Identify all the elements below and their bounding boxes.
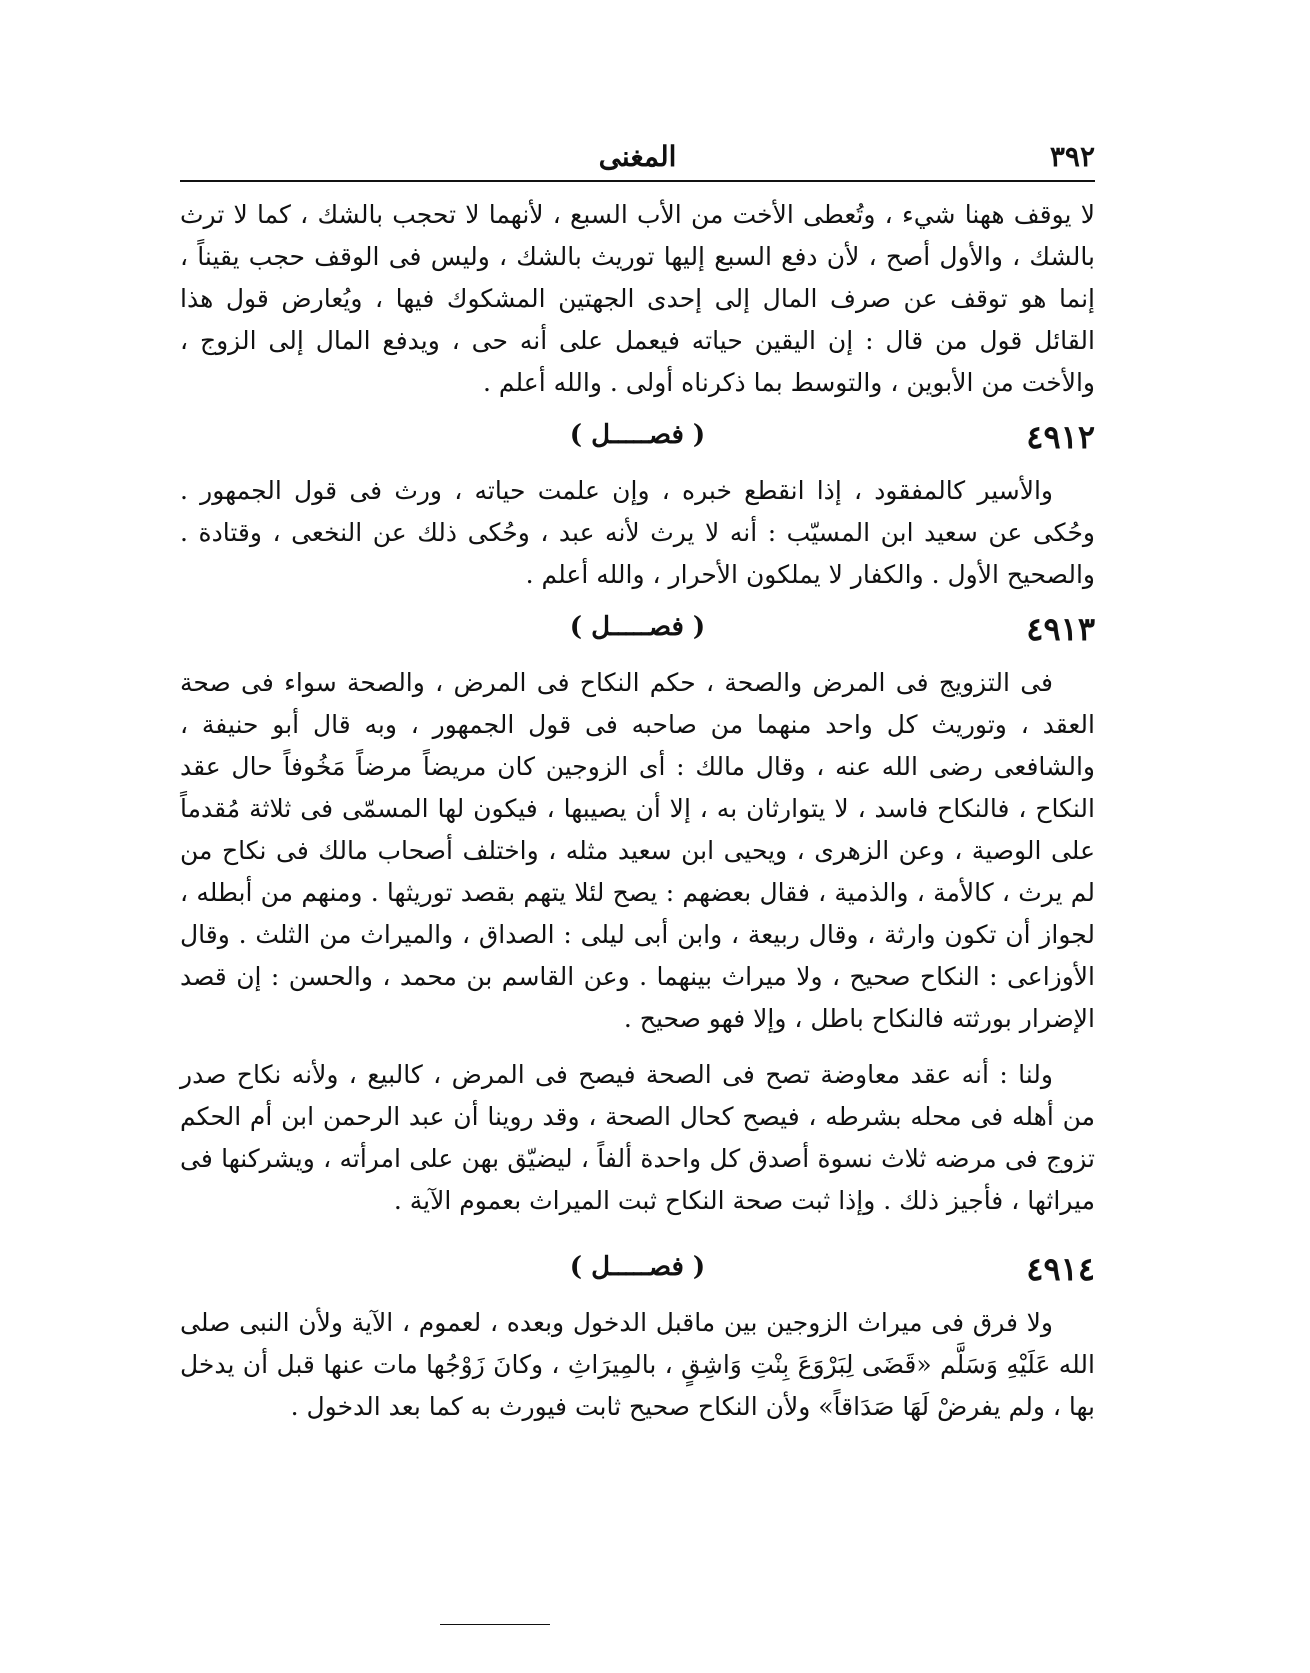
page-header xyxy=(180,130,1095,180)
section-heading xyxy=(180,410,1095,470)
section-number: ٤٩١٣ xyxy=(1026,610,1095,648)
section-title: ( فصـــــل ) xyxy=(569,612,706,642)
paragraph: والأسير كالمفقود ، إذا انقطع خبره ، وإن علمت حياته ، ورث فى قول الجمهور . وحُكى عن سعيد ابن المسيّب : أنه لا يرث لأنه عبد ، وحُكى ذلك عن النخعى ، وقتادة . والصحيح الأول . والكفار لا يملكون الأحرار ، والله أعلم . xyxy=(180,476,1095,589)
section-number: ٤٩١٢ xyxy=(1026,418,1095,456)
paragraph: فى التزويج فى المرض والصحة ، حكم النكاح فى المرض ، والصحة سواء فى صحة العقد ، وتوريث كل واحد منهما من صاحبه فى قول الجمهور ، وبه قال أبو حنيفة ، والشافعى رضى الله عنه ، وقال مالك : أى الزوجين كان مريضاً مرضاً مَخُوفاً حال عقد النكاح ، فالنكاح فاسد ، لا يتوارثان به ، إلا أن يصيبها ، فيكون لها المسمّى فى ثلاثة مُقدماً على الوصية ، وعن الزهرى ، ويحيى ابن سعيد مثله ، واختلف أصحاب مالك فى نكاح من لم يرث ، كالأمة ، والذمية ، فقال بعضهم : يصح لئلا يتهم بقصد توريثها . ومنهم من أبطله ، لجواز أن تكون وارثة ، وقال ربيعة ، وابن أبى ليلى : الصداق ، والميراث من الثلث . وقال الأوزاعى : النكاح صحيح ، ولا ميراث بينهما . وعن القاسم بن محمد ، والحسن : إن قصد الإضرار بورثته فالنكاح باطل ، وإلا فهو صحيح . xyxy=(180,668,1095,1033)
page-number: ٣٩٢ xyxy=(1049,140,1095,173)
paragraph: لا يوقف ههنا شيء ، وتُعطى الأخت من الأب السبع ، لأنهما لا تحجب بالشك ، كما لا ترث بالشك ، والأول أصح ، لأن دفع السبع إليها توريث بالشك ، وليس فى الوقف حجب يقيناً ، إنما هو توقف عن صرف المال إلى إحدى الجهتين المشكوك فيها ، ويُعارض قول هذا القائل قول من قال : إن اليقين حياته فيعمل على أنه حى ، ويدفع المال إلى الزوج ، والأخت من الأبوين ، والتوسط بما ذكرناه أولى . والله أعلم . xyxy=(180,200,1095,397)
section-heading xyxy=(180,602,1095,662)
header-rule xyxy=(180,180,1095,182)
section-number: ٤٩١٤ xyxy=(1026,1250,1095,1288)
section-title: ( فصـــــل ) xyxy=(569,1252,706,1282)
footnote-rule xyxy=(440,1624,550,1625)
page-body xyxy=(180,130,1095,1428)
section-title: ( فصـــــل ) xyxy=(569,420,706,450)
running-title: المغنى xyxy=(598,140,677,173)
section-heading xyxy=(180,1242,1095,1302)
paragraph: ولا فرق فى ميراث الزوجين بين ماقبل الدخول وبعده ، لعموم ، الآية ولأن النبى صلى الله عَلَيْهِ وَسَلَّم «قَضَى لِبَرْوَعَ بِنْتِ وَاشِقٍ ، بالمِيرَاثِ ، وكانَ زَوْجُها مات عنها قبل أن يدخل بها ، ولم يفرضْ لَهَا صَدَاقاً» ولأن النكاح صحيح ثابت فيورث به كما بعد الدخول . xyxy=(180,1308,1095,1421)
paragraph: ولنا : أنه عقد معاوضة تصح فى الصحة فيصح فى المرض ، كالبيع ، ولأنه نكاح صدر من أهله فى محله بشرطه ، فيصح كحال الصحة ، وقد روينا أن عبد الرحمن ابن أم الحكم تزوج فى مرضه ثلاث نسوة أصدق كل واحدة ألفاً ، ليضيّق بهن على امرأته ، ويشركنها فى ميراثها ، فأجيز ذلك . وإذا ثبت صحة النكاح ثبت الميراث بعموم الآية . xyxy=(180,1060,1095,1215)
